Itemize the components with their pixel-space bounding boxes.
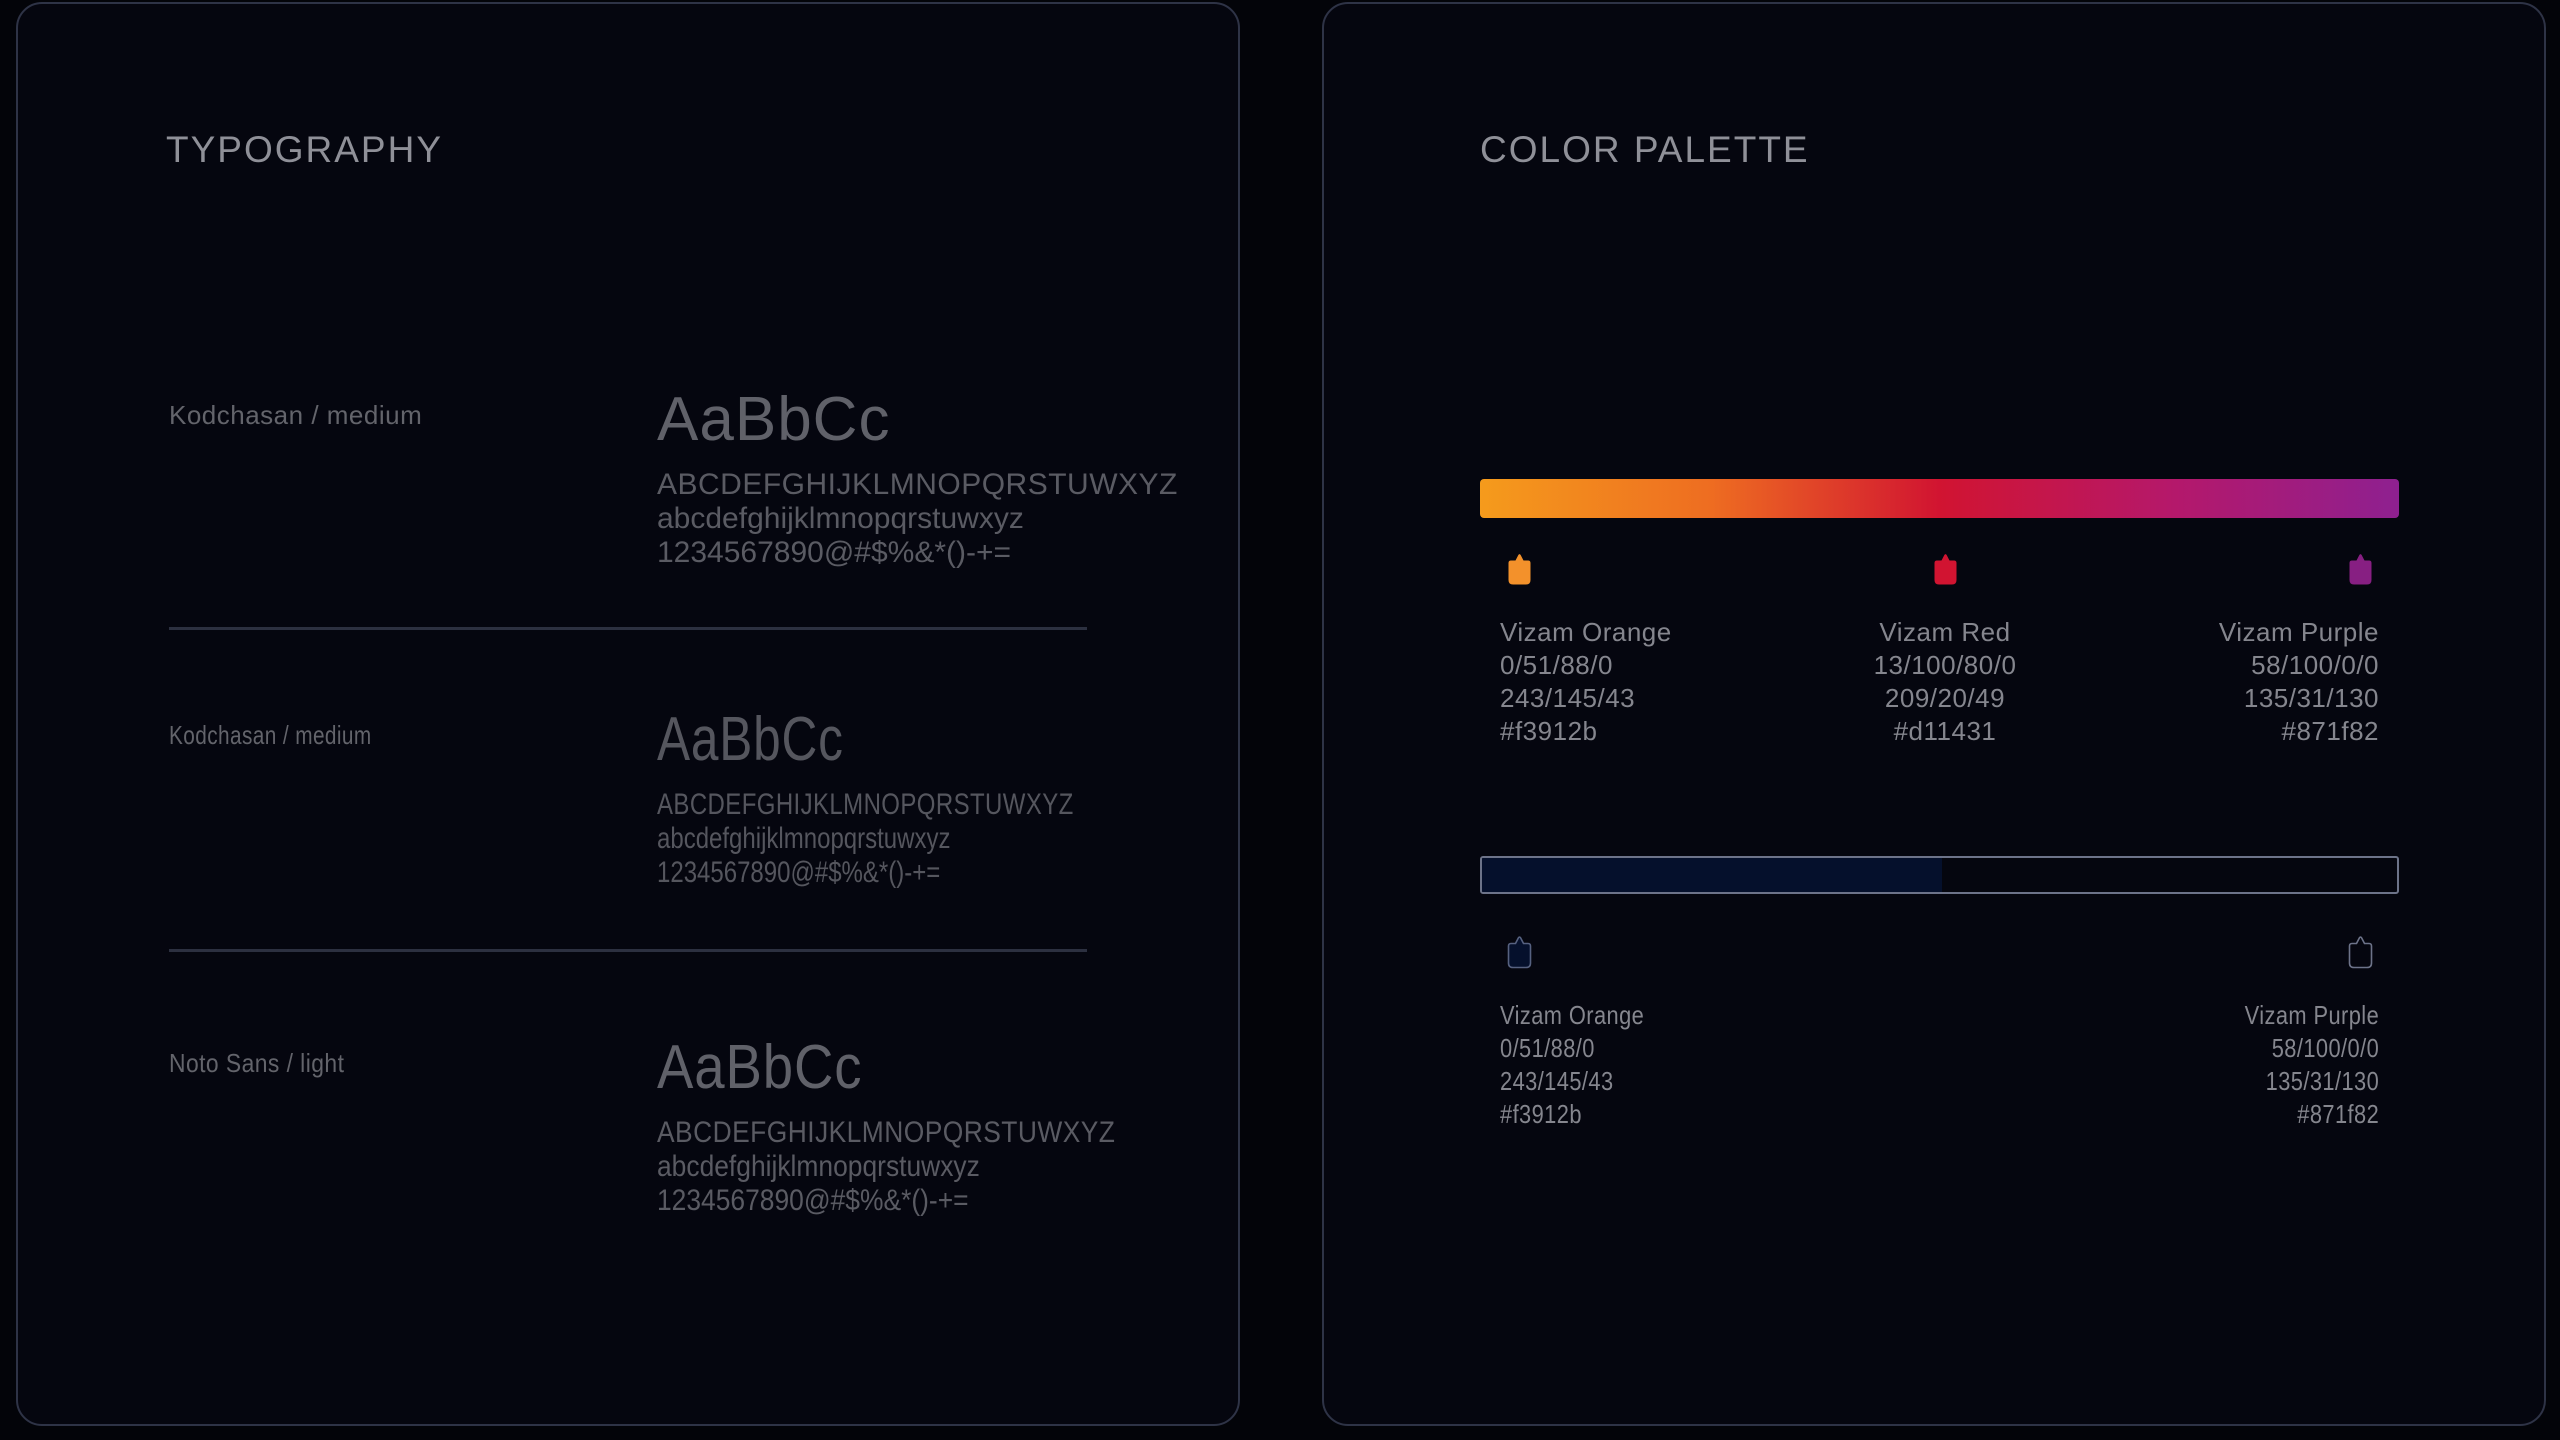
secondary-color-bar-fill [1482, 858, 1942, 892]
font-character-set [657, 1116, 1150, 1218]
typography-panel [16, 2, 1240, 1426]
brand-gradient-bar [1480, 479, 2399, 518]
paint-swatch-icon [2346, 551, 2375, 587]
typography-title: TYPOGRAPHY [166, 129, 443, 170]
color-palette-panel [1322, 2, 2546, 1426]
font-specimen-row [18, 1032, 1238, 1262]
color-palette-title: COLOR PALETTE [1480, 129, 1810, 170]
swatch-name: Vizam Red [1879, 617, 2011, 647]
font-character-set [657, 468, 1217, 570]
uppercase-row: ABCDEFGHIJKLMNOPQRSTUWXYZ [657, 1116, 1116, 1149]
paint-swatch-icon [1931, 551, 1960, 587]
swatch-name: Vizam Purple [2244, 1000, 2379, 1030]
swatch-hex: #871f82 [2281, 716, 2379, 746]
font-specimen-block [657, 704, 1105, 890]
swatch-column-right [2244, 999, 2379, 1131]
swatch-name: Vizam Orange [1500, 1000, 1645, 1030]
secondary-color-bar [1480, 856, 2399, 894]
swatch-cmyk: 13/100/80/0 [1873, 650, 2017, 680]
font-name-label: Noto Sans / light [169, 1048, 345, 1078]
swatch-cmyk: 0/51/88/0 [1500, 1033, 1595, 1063]
swatch-hex: #d11431 [1893, 716, 1997, 746]
swatch-column-left [1500, 999, 1644, 1131]
paint-swatch-icon-outline [2346, 934, 2375, 970]
font-sample-aabbcc: AaBbCc [657, 705, 844, 774]
swatch-column-red [1765, 616, 2125, 748]
numerals-row: 1234567890@#$%&*()-+= [657, 1184, 969, 1217]
swatch-rgb: 243/145/43 [1500, 683, 1636, 713]
font-sample-aabbcc: AaBbCc [657, 385, 891, 454]
specimen-divider [169, 949, 1087, 952]
font-character-set [657, 788, 1105, 890]
swatch-cmyk: 0/51/88/0 [1500, 650, 1613, 680]
swatch-column-orange [1500, 616, 1672, 748]
swatch-name: Vizam Orange [1500, 617, 1672, 647]
swatch-cmyk: 58/100/0/0 [2271, 1033, 2379, 1063]
swatch-rgb: 135/31/130 [2243, 683, 2379, 713]
lowercase-row: abcdefghijklmnopqrstuwxyz [657, 822, 951, 855]
paint-swatch-icon [1505, 551, 1534, 587]
swatch-rgb: 243/145/43 [1500, 1066, 1614, 1096]
paint-swatch-icon-filled [1505, 934, 1534, 970]
uppercase-row: ABCDEFGHIJKLMNOPQRSTUWXYZ [657, 788, 1074, 821]
uppercase-row: ABCDEFGHIJKLMNOPQRSTUWXYZ [657, 468, 1178, 501]
swatch-rgb: 135/31/130 [2265, 1066, 2379, 1096]
swatch-cmyk: 58/100/0/0 [2251, 650, 2379, 680]
font-sample-aabbcc: AaBbCc [657, 1033, 863, 1102]
font-specimen-block [657, 384, 1217, 570]
numerals-row: 1234567890@#$%&*()-+= [657, 536, 1012, 569]
lowercase-row: abcdefghijklmnopqrstuwxyz [657, 502, 1024, 535]
swatch-column-purple [2219, 616, 2379, 748]
swatch-hex: #871f82 [2297, 1099, 2379, 1129]
font-specimen-block [657, 1032, 1150, 1218]
swatch-name: Vizam Purple [2218, 617, 2379, 647]
swatch-rgb: 209/20/49 [1884, 683, 2006, 713]
font-specimen-row [18, 384, 1238, 614]
swatch-hex: #f3912b [1500, 1099, 1582, 1129]
specimen-divider [169, 627, 1087, 630]
font-specimen-row [18, 704, 1238, 934]
numerals-row: 1234567890@#$%&*()-+= [657, 856, 941, 889]
swatch-hex: #f3912b [1500, 716, 1598, 746]
lowercase-row: abcdefghijklmnopqrstuwxyz [657, 1150, 980, 1183]
font-name-label: Kodchasan / medium [169, 720, 372, 750]
font-name-label: Kodchasan / medium [169, 400, 423, 430]
